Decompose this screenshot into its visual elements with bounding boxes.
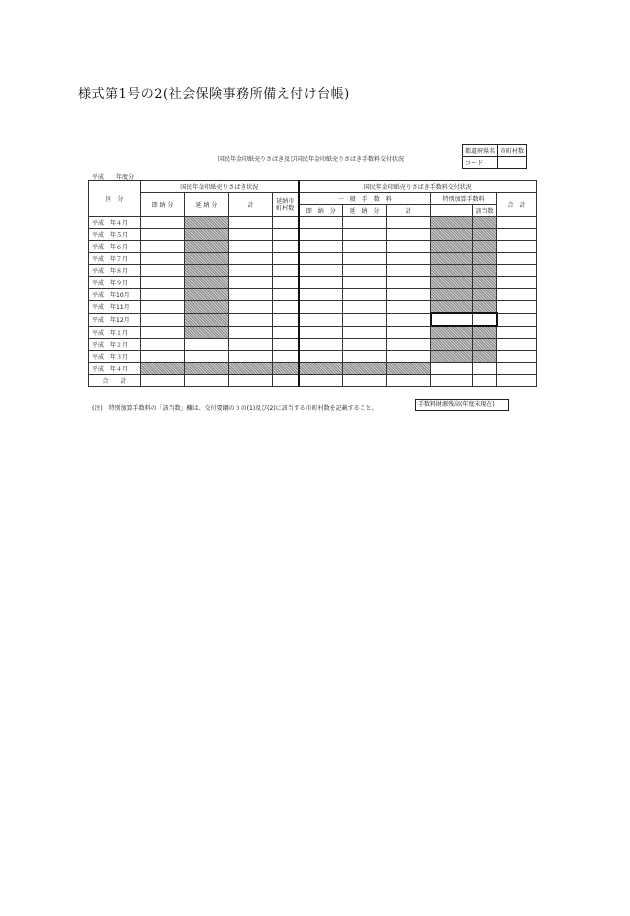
code-label: コード: [463, 157, 498, 169]
corner-info-table: [462, 144, 527, 169]
total-label: 合 計: [89, 375, 141, 387]
fund-balance-label: 手数料財源残高(年度末現在): [415, 399, 509, 411]
row-month: 年10月: [110, 292, 130, 299]
prefecture-label: 都道府県名: [463, 145, 498, 157]
row-month: 年12月: [110, 317, 130, 324]
row-month: 年11月: [110, 304, 130, 312]
row-era: 平成: [92, 268, 105, 275]
code-value: [498, 157, 527, 169]
table-row: [89, 326, 537, 339]
ledger-table: [88, 180, 537, 387]
row-era: 平成: [92, 256, 105, 263]
row-month: 年５月: [110, 232, 129, 239]
row-era: 平成: [92, 232, 105, 239]
table-row: [89, 253, 537, 265]
row-era: 平成: [92, 292, 105, 299]
applicable-count-header: 該当数: [473, 205, 497, 217]
fee-current-header: 即 納 分: [299, 205, 343, 217]
row-era: 平成: [92, 329, 105, 337]
page-heading: 様式第1号の2(社会保険事務所備え付け台帳): [78, 87, 350, 102]
general-fee-header: 一 般 手 数 料: [299, 193, 431, 205]
row-month: 年７月: [110, 256, 129, 263]
table-row: [89, 277, 537, 289]
table-row: [89, 313, 537, 326]
row-era: 平成: [92, 244, 105, 251]
fee-subtotal-header: 計: [387, 205, 431, 217]
row-era: 平成: [92, 317, 105, 324]
table-row: [89, 363, 537, 375]
table-row: [89, 241, 537, 253]
fees-group-header: 国民年金印紙売りさばき手数料交付状況: [299, 181, 537, 193]
row-era: 平成: [92, 280, 105, 287]
table-row: [89, 229, 537, 241]
sales-group-header: 国民年金印紙売りさばき状況: [141, 181, 299, 193]
row-era: 平成: [92, 304, 105, 312]
deferred-municipalities-header: 延納市町村数: [273, 193, 299, 217]
table-row: [89, 301, 537, 314]
table-row: [89, 351, 537, 363]
row-month: 年６月: [110, 244, 129, 251]
category-header: 区 分: [89, 181, 141, 217]
row-era: 平成: [92, 354, 105, 361]
deferred-header: 延 納 分: [185, 193, 229, 217]
special-fee-header: 特別加算手数料: [431, 193, 497, 205]
table-row: [89, 265, 537, 277]
row-era: 平成: [92, 342, 105, 349]
table-row: [89, 217, 537, 229]
row-month: 年９月: [110, 280, 129, 287]
row-month: 年３月: [110, 354, 129, 361]
municipality-count-label: 市町村数: [498, 145, 527, 157]
total-header: 合 計: [497, 193, 537, 217]
table-row: [89, 339, 537, 351]
current-header: 即 納 分: [141, 193, 185, 217]
row-era: 平成: [92, 366, 105, 373]
row-month: 年４月: [110, 366, 129, 373]
table-row: [89, 289, 537, 301]
row-month: 年２月: [110, 342, 129, 349]
row-era: 平成: [92, 220, 105, 227]
fee-deferred-header: 延 納 分: [343, 205, 387, 217]
row-month: 年１月: [110, 329, 129, 337]
footnote: (注) 特別加算手数料の「該当数」欄は、交付要綱の３の(1)及び(2)に該当する市町村数を記載すること。: [92, 405, 378, 412]
special-fee-amount-header: [431, 205, 473, 217]
row-month: 年８月: [110, 268, 129, 275]
row-month: 年４月: [110, 220, 129, 227]
total-row: [89, 375, 537, 387]
subtotal-header: 計: [229, 193, 273, 217]
fiscal-year-label: 平成 年度分: [92, 174, 135, 181]
form-title: 国民年金印紙売りさばき及び国民年金印紙売りさばき手数料交付状況: [218, 156, 405, 163]
